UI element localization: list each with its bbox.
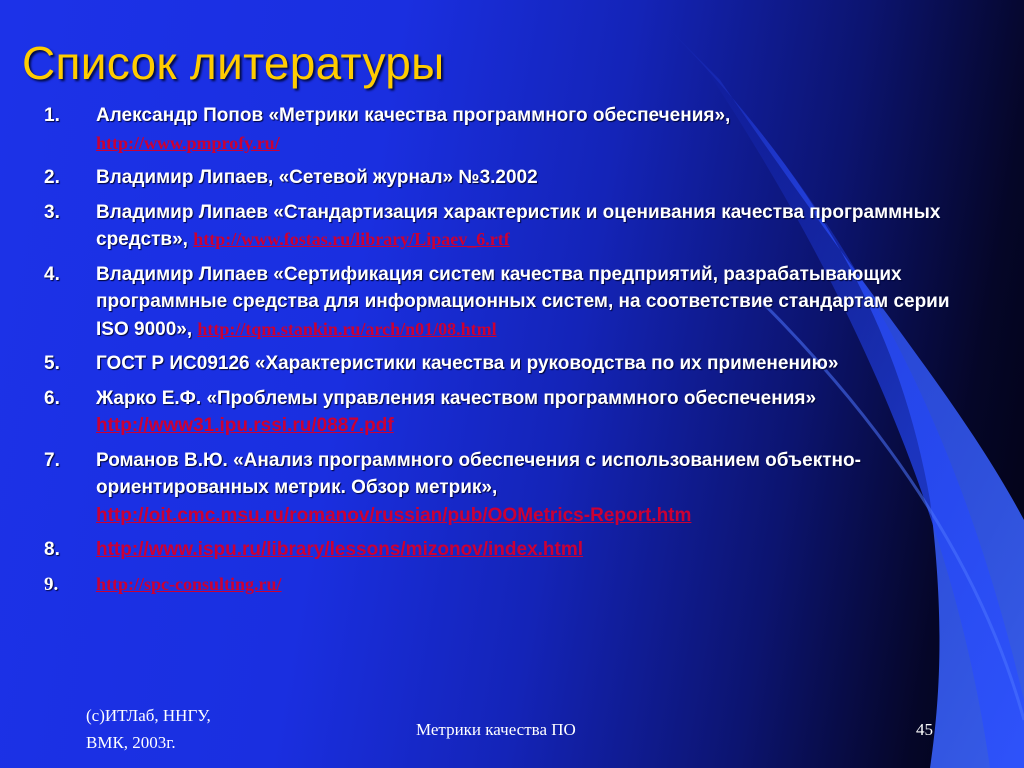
reference-link[interactable]: http://tqm.stankin.ru/arch/n01/08.html — [197, 318, 497, 339]
reference-body — [96, 450, 861, 526]
reference-number: 8. — [44, 539, 60, 560]
reference-body — [96, 388, 816, 437]
reference-link[interactable]: http://www.pmprofy.ru/ — [96, 132, 280, 153]
reference-link[interactable]: http://www.ispu.ru/library/lessons/mizonov/index.html — [96, 539, 584, 560]
reference-body — [96, 167, 538, 188]
reference-number: 4. — [44, 263, 60, 285]
reference-text: Владимир Липаев «Стандартизация характеристик и оценивания качества программных средств», — [96, 201, 941, 250]
reference-number: 6. — [44, 387, 60, 409]
reference-item — [44, 164, 984, 192]
reference-body — [96, 353, 838, 374]
slide-number: 45 — [916, 720, 933, 739]
reference-link[interactable]: http://www31.ipu.rssi.ru/0887.pdf — [96, 415, 394, 436]
reference-text: ГОСТ Р ИС09126 «Характеристики качества и руководства по их применению» — [96, 353, 839, 374]
slide-title: Список литературы — [22, 37, 445, 89]
reference-body — [96, 539, 583, 560]
reference-body — [96, 264, 950, 340]
reference-item — [44, 385, 984, 440]
reference-number: 9. — [44, 573, 59, 595]
reference-body — [96, 202, 940, 251]
reference-number: 2. — [44, 167, 60, 188]
reference-item — [44, 102, 984, 157]
reference-link[interactable]: http://oit.cmc.msu.ru/romanov/russian/pub/OOMetrics-Report.htm — [96, 504, 692, 526]
reference-item — [44, 261, 984, 344]
reference-link[interactable]: http://spc-consulting.ru/ — [96, 573, 282, 594]
footer-credits — [86, 702, 211, 756]
reference-number: 3. — [44, 201, 60, 223]
footer-credits-line2: ВМК, 2003г. — [86, 733, 176, 752]
reference-body — [96, 105, 730, 154]
reference-link[interactable]: http://www.fostas.ru/library/Lipaev_6.rtf — [193, 229, 510, 249]
reference-text: Александр Попов «Метрики качества программного обеспечения», — [96, 105, 731, 126]
references-list — [44, 102, 984, 605]
reference-item — [44, 447, 984, 530]
footer-credits-line1: (c)ИТЛаб, ННГУ, — [86, 706, 211, 725]
reference-number: 1. — [44, 105, 60, 126]
reference-number: 5. — [44, 353, 60, 374]
reference-item — [44, 571, 984, 599]
reference-item — [44, 536, 984, 564]
reference-text: Владимир Липаев, «Сетевой журнал» №3.2002 — [96, 167, 538, 188]
reference-number: 7. — [44, 449, 60, 471]
reference-body — [96, 574, 282, 595]
reference-text: Жарко Е.Ф. «Проблемы управления качеством программного обеспечения» — [96, 387, 817, 409]
reference-text: Владимир Липаев «Сертификация систем качества предприятий, разрабатывающих программные средства для информационных систем, на соответствие стандартам серии ISO 9000», — [96, 263, 950, 340]
reference-item — [44, 350, 984, 378]
reference-item — [44, 199, 984, 254]
reference-text: Романов В.Ю. «Анализ программного обеспечения с использованием объектно-ориентированных метрик. Обзор метрик», — [96, 449, 861, 498]
footer-course-title: Метрики качества ПО — [416, 720, 576, 739]
